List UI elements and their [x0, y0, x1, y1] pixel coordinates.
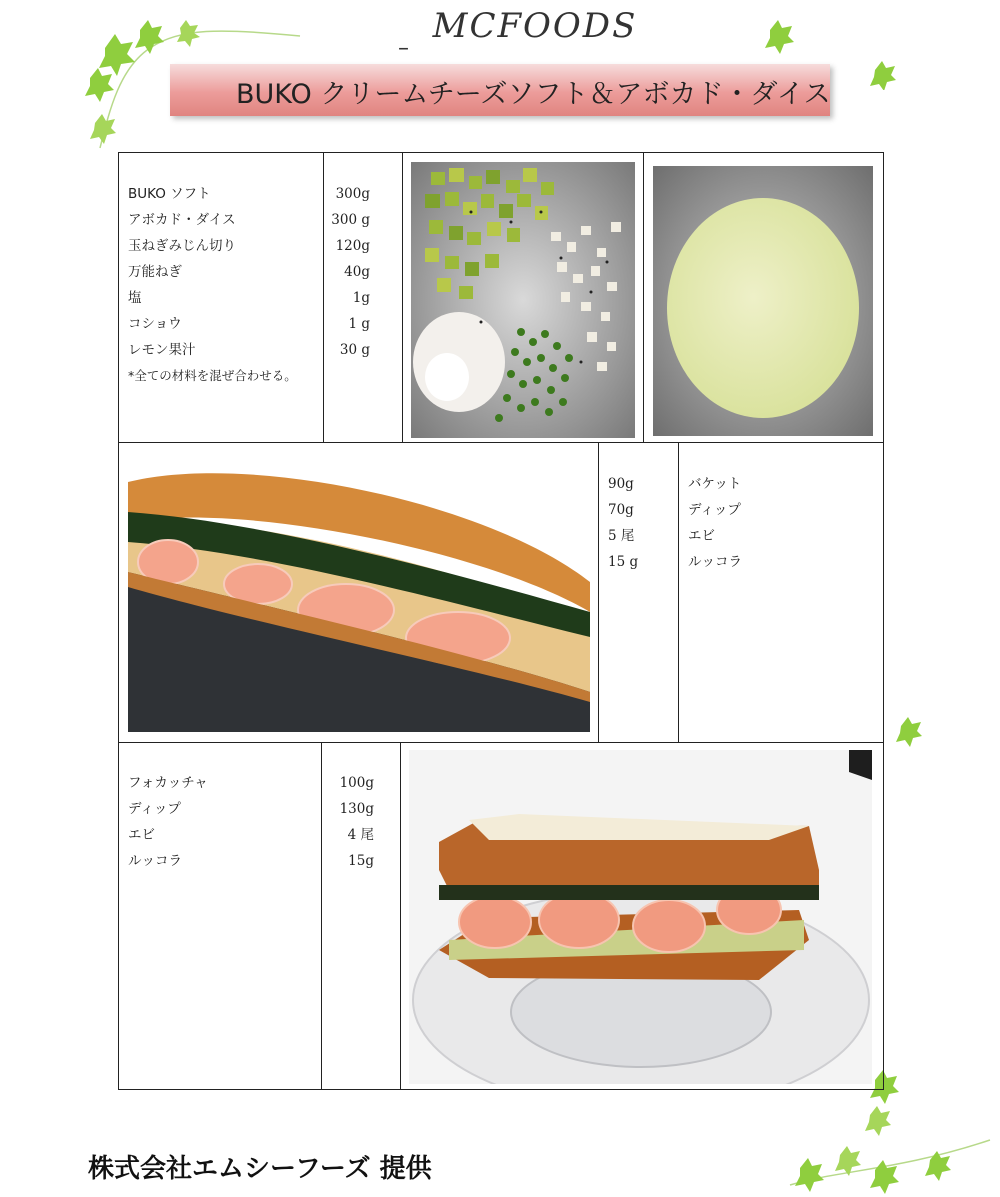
ingredient-amount: 1g: [352, 290, 370, 306]
ingredient-name: ルッコラ: [688, 554, 742, 570]
dip-ingredient-list: [128, 181, 318, 389]
ingredient-name: 塩: [128, 290, 142, 306]
ingredient-name: 万能ねぎ: [128, 264, 182, 280]
mixed-dip-photo: [653, 166, 873, 436]
column-divider: [678, 442, 679, 742]
ingredient-amount: 15 g: [608, 554, 639, 570]
ingredient-amount: 1 g: [348, 316, 370, 332]
column-divider: [643, 152, 644, 442]
ingredient-amount: 30 g: [339, 342, 370, 358]
ingredient-name: レモン果汁: [128, 342, 196, 358]
recipe-note: *全ての材料を混ぜ合わせる。: [128, 368, 297, 383]
brand-dash: –: [398, 36, 409, 61]
ingredient-amount: 100g: [339, 775, 374, 791]
provider-credit: 株式会社エムシーフーズ 提供: [88, 1154, 432, 1184]
ingredient-name: フォカッチャ: [128, 775, 208, 791]
ingredient-amount: 70g: [608, 502, 634, 518]
ingredient-amount: 130g: [339, 801, 374, 817]
column-divider: [400, 742, 401, 1090]
focaccia-sandwich-photo: [409, 750, 872, 1084]
ivy-decoration-right: [895, 712, 925, 752]
baguette-amount-list: [608, 471, 668, 575]
ingredient-name: アボカド・ダイス: [128, 212, 236, 228]
ingredient-amount: 40g: [344, 264, 370, 280]
ingredient-name: コショウ: [128, 316, 182, 332]
baguette-sandwich-photo: [128, 462, 590, 732]
focaccia-ingredient-list: [128, 770, 318, 874]
ingredient-amount: 120g: [335, 238, 370, 254]
column-divider: [323, 152, 324, 442]
ingredient-name: エビ: [688, 528, 715, 544]
ingredient-name: BUKO ソフト: [128, 186, 211, 202]
ingredient-amount: 300g: [335, 186, 370, 202]
ingredients-bowl-photo: [411, 162, 635, 438]
ingredient-amount: 300 g: [331, 212, 370, 228]
title-banner: [170, 64, 830, 116]
brand-logo: MCFOODS: [432, 6, 638, 46]
ingredient-name: 玉ねぎみじん切り: [128, 238, 236, 254]
ingredient-amount: 5 尾: [608, 528, 635, 544]
ingredient-name: バケット: [688, 476, 742, 492]
ingredient-name: ルッコラ: [128, 853, 182, 869]
ingredient-amount: 15g: [348, 853, 374, 869]
column-divider: [321, 742, 322, 1090]
ingredient-name: エビ: [128, 827, 155, 843]
ingredient-amount: 4 尾: [347, 827, 374, 843]
dip-amount-list: [326, 181, 370, 363]
column-divider: [598, 442, 599, 742]
row-divider: [118, 742, 884, 743]
column-divider: [402, 152, 403, 442]
ingredient-name: ディップ: [128, 801, 181, 817]
ingredient-name: ディップ: [688, 502, 741, 518]
row-divider: [118, 442, 884, 443]
focaccia-amount-list: [326, 770, 374, 874]
baguette-ingredient-list: [688, 471, 868, 575]
page-title: BUKO クリームチーズソフト＆アボカド・ダイス: [236, 79, 831, 110]
ingredient-amount: 90g: [608, 476, 634, 492]
